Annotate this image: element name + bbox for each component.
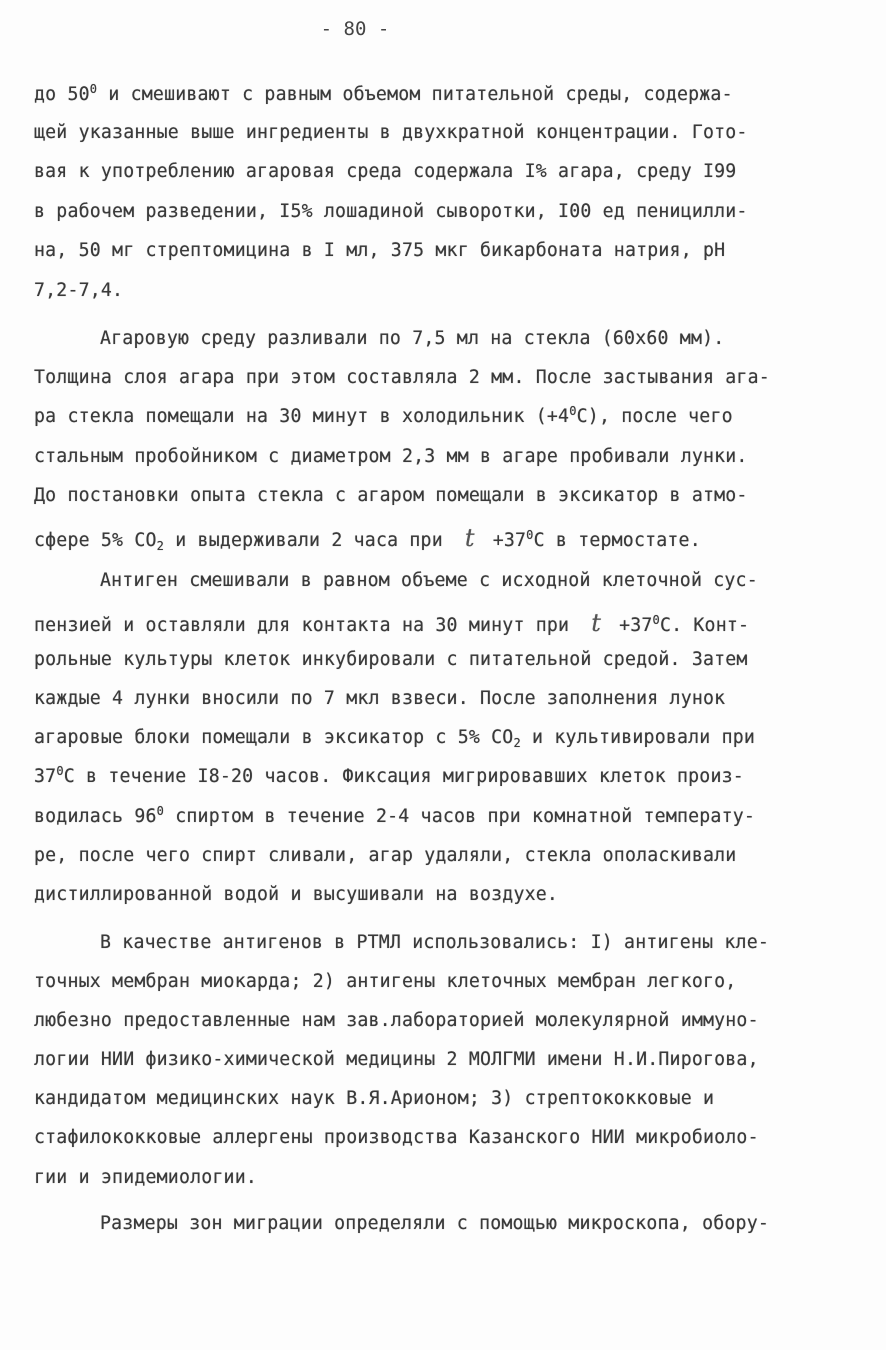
text-line: В качестве антигенов в РТМЛ использовались: I) антигены кле- [100, 932, 769, 953]
text-line: щей указанные выше ингредиенты в двухкратной концентрации. Гото- [34, 122, 748, 143]
temperature-symbol: t [464, 524, 475, 552]
text-line: до $50^0$ и смешивают с равным объемом питательной среды, содержа- [34, 82, 733, 105]
text-line: $37^0С$ в течение I8-20 часов. Фиксация мигрировавших клеток произ- [34, 764, 744, 787]
text-line: логии НИИ физико-химической медицины 2 МОЛГМИ имени Н.И.Пирогова, [34, 1049, 759, 1070]
text-line: на, 50 мг стрептомицина в I мл, 375 мкг бикарбоната натрия, рН [34, 240, 726, 261]
text-line: Агаровую среду разливали по 7,5 мл на стекла (60х60 мм). [100, 328, 725, 349]
text-line: До постановки опыта стекла с агаром помещали в эксикатор в атмо- [34, 485, 748, 506]
text-line: Размеры зон миграции определяли с помощью микроскопа, обору- [100, 1213, 769, 1234]
text-line: рольные культуры клеток инкубировали с питательной средой. Затем [34, 649, 748, 670]
text-line: ре, после чего спирт сливали, агар удаляли, стекла ополаскивали [34, 845, 737, 866]
text-line: стальным пробойником с диаметром 2,3 мм в агаре пробивали лунки. [34, 446, 748, 467]
text-line: пензией и оставляли для контакта на 30 минут при $t +37^0С$. Конт- [34, 609, 750, 637]
text-line: 7,2-7,4. [34, 280, 124, 301]
text-line: агаровые блоки помещали в эксикатор с 5% $СО_2$ и культивировали при [34, 727, 756, 750]
text-line: в рабочем разведении, I5% лошадиной сыворотки, I00 ед пеницилли- [34, 201, 748, 222]
temperature-symbol: t [591, 609, 602, 637]
page-number: - 80 - [320, 18, 390, 40]
text-line: водилась $96^0$ спиртом в течение 2-4 часов при комнатной температу- [34, 804, 756, 827]
text-line: сфере 5% $СО_2$ и выдерживали 2 часа при $t +37^0С$ в термостате. [34, 524, 701, 553]
text-line: любезно предоставленные нам зав.лабораторией молекулярной иммуно- [34, 1010, 759, 1031]
text-line: ра стекла помещали на 30 минут в холодильник $(+4^0С)$, после чего [34, 404, 733, 427]
text-line: гии и эпидемиологии. [34, 1167, 257, 1188]
text-line: точных мембран миокарда; 2) антигены клеточных мембран легкого, [34, 971, 737, 992]
text-line: Антиген смешивали в равном объеме с исходной клеточной сус- [100, 570, 758, 591]
text-line: каждые 4 лунки вносили по 7 мкл взвеси. После заполнения лунок [34, 688, 726, 709]
text-line: дистиллированной водой и высушивали на воздухе. [34, 884, 559, 905]
text-line: Толщина слоя агара при этом составляла 2 мм. После застывания ага- [34, 367, 770, 388]
text-line: вая к употреблению агаровая среда содержала I% агара, среду I99 [34, 161, 737, 182]
text-line: стафилококковые аллергены производства Казанского НИИ микробиоло- [34, 1127, 759, 1148]
text-line: кандидатом медицинских наук В.Я.Арионом; 3) стрептококковые и [34, 1088, 715, 1109]
